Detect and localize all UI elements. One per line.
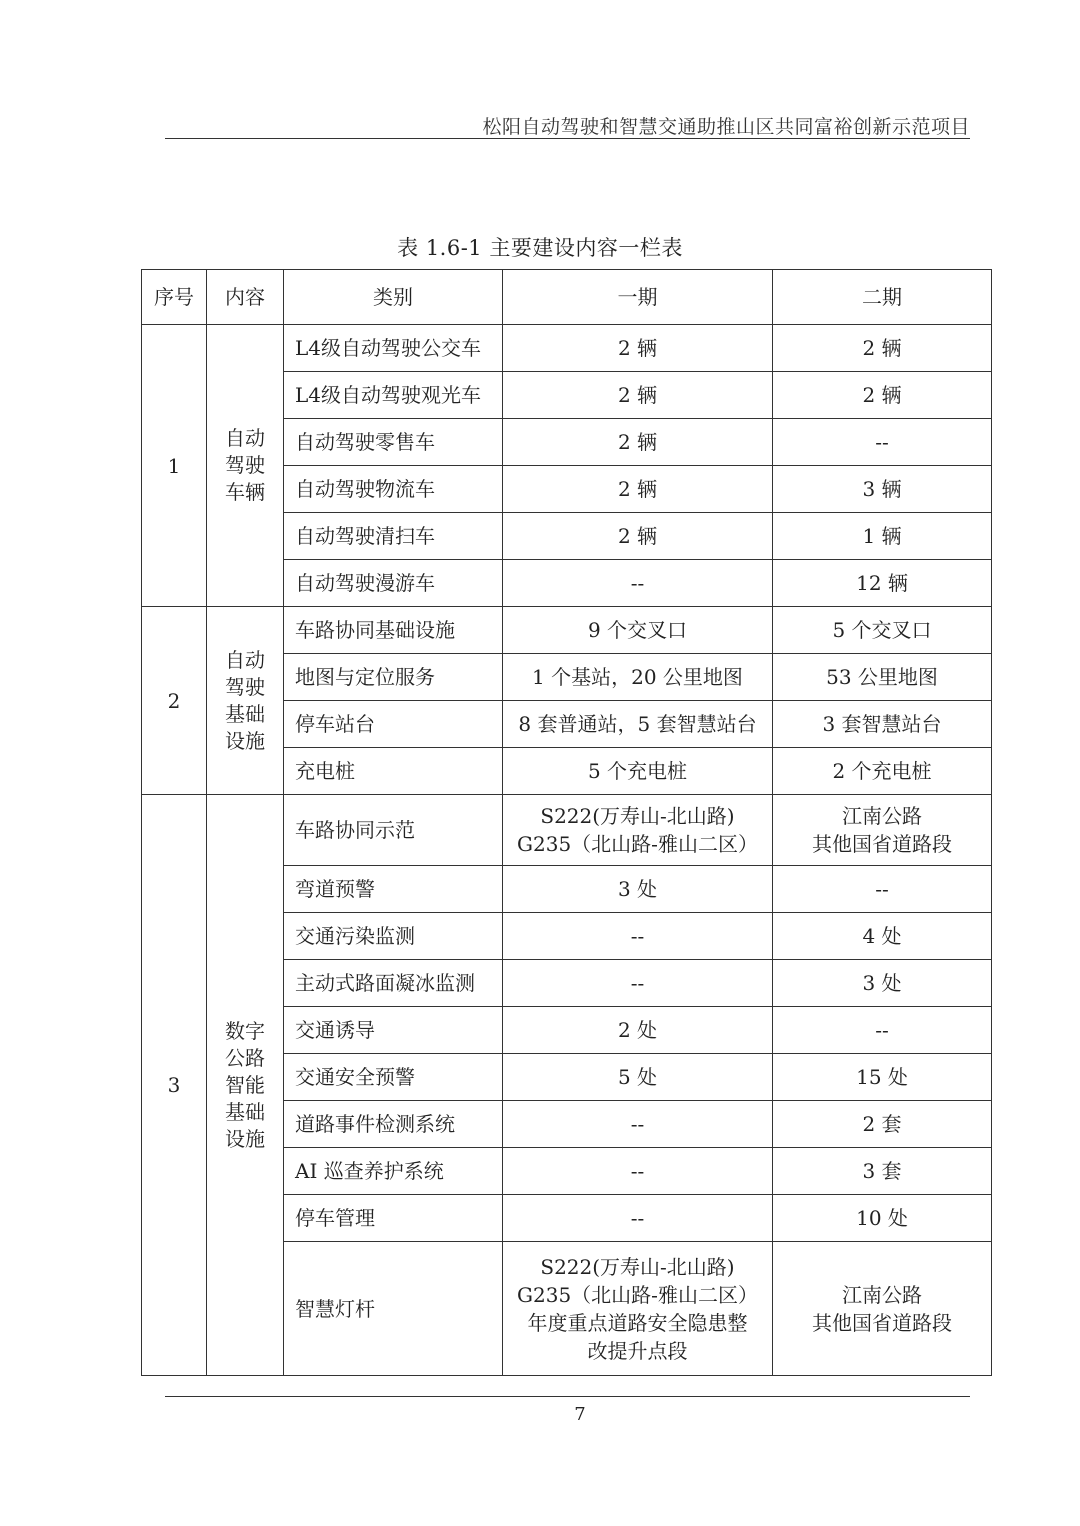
group-content-line: 基础 [225, 701, 265, 726]
category-cell: 车路协同示范 [284, 795, 503, 866]
phase1-cell: -- [503, 560, 773, 607]
phase1-cell: 2 辆 [503, 466, 773, 513]
phase2-cell: 15 处 [773, 1054, 992, 1101]
table-caption: 表 1.6-1 主要建设内容一栏表 [397, 236, 683, 260]
category-cell: 道路事件检测系统 [284, 1101, 503, 1148]
phase2-cell: 12 辆 [773, 560, 992, 607]
running-header: 松阳自动驾驶和智慧交通助推山区共同富裕创新示范项目 [482, 116, 970, 138]
phase2-cell [773, 795, 992, 866]
group-content-line: 智能 [225, 1072, 265, 1097]
column-header-category: 类别 [284, 270, 503, 325]
cell-line: S222(万寿山-北山路) [540, 804, 735, 828]
phase1-cell: 5 处 [503, 1054, 773, 1101]
cell-line: 其他国省道路段 [812, 1310, 952, 1335]
cell-line: 年度重点道路安全隐患整 [527, 1310, 748, 1335]
group-content-line: 设施 [225, 728, 265, 753]
phase2-cell: 2 套 [773, 1101, 992, 1148]
phase1-cell: 3 处 [503, 866, 773, 913]
group-number: 1 [142, 325, 207, 607]
phase2-cell: 3 套 [773, 1148, 992, 1195]
table-row [142, 607, 992, 654]
table-row [142, 325, 992, 372]
phase1-cell: -- [503, 960, 773, 1007]
group-number: 2 [142, 607, 207, 795]
group-content-line: 数字 [225, 1018, 265, 1043]
column-header-phase2: 二期 [773, 270, 992, 325]
phase2-cell: 1 辆 [773, 513, 992, 560]
category-cell: 交通污染监测 [284, 913, 503, 960]
category-cell: 智慧灯杆 [284, 1242, 503, 1376]
cell-line: S222(万寿山-北山路) [540, 1254, 735, 1279]
category-cell: AI 巡查养护系统 [284, 1148, 503, 1195]
phase2-cell: 4 处 [773, 913, 992, 960]
group-content [207, 325, 284, 607]
group-content-line: 自动 [225, 647, 265, 672]
cell-line: 其他国省道路段 [812, 832, 952, 856]
phase2-cell: 2 辆 [773, 372, 992, 419]
phase1-cell: 9 个交叉口 [503, 607, 773, 654]
phase1-cell: -- [503, 1195, 773, 1242]
category-cell: 停车站台 [284, 701, 503, 748]
phase2-cell: 10 处 [773, 1195, 992, 1242]
category-cell: L4级自动驾驶公交车 [284, 325, 503, 372]
phase1-cell: -- [503, 1101, 773, 1148]
phase1-cell: 2 辆 [503, 513, 773, 560]
phase2-cell: -- [773, 866, 992, 913]
group-content-line: 驾驶 [225, 674, 265, 699]
phase1-cell: 8 套普通站，5 套智慧站台 [503, 701, 773, 748]
phase1-cell: -- [503, 913, 773, 960]
phase2-cell: 2 辆 [773, 325, 992, 372]
column-header-no: 序号 [142, 270, 207, 325]
phase1-cell: -- [503, 1148, 773, 1195]
phase2-cell: -- [773, 1007, 992, 1054]
group-content-line: 公路 [225, 1045, 265, 1070]
phase1-cell [503, 1242, 773, 1376]
phase1-cell: 2 辆 [503, 419, 773, 466]
column-header-content: 内容 [207, 270, 284, 325]
category-cell: 自动驾驶清扫车 [284, 513, 503, 560]
construction-content-table [141, 269, 992, 1376]
group-content-line: 车辆 [225, 480, 265, 504]
category-cell: 地图与定位服务 [284, 654, 503, 701]
group-content [207, 607, 284, 795]
group-content-line: 基础 [225, 1099, 265, 1124]
cell-line: 江南公路 [842, 804, 922, 828]
header-divider [165, 138, 970, 139]
column-header-phase1: 一期 [503, 270, 773, 325]
phase1-cell [503, 795, 773, 866]
phase2-cell: 2 个充电桩 [773, 748, 992, 795]
group-content-line: 自动 [225, 426, 265, 450]
category-cell: 自动驾驶物流车 [284, 466, 503, 513]
footer-divider [165, 1396, 970, 1397]
category-cell: 自动驾驶漫游车 [284, 560, 503, 607]
group-content-line: 设施 [225, 1126, 265, 1151]
table-row [142, 795, 992, 866]
phase2-cell: 5 个交叉口 [773, 607, 992, 654]
table-header-row [142, 270, 992, 325]
cell-line: 江南公路 [842, 1282, 922, 1307]
cell-line: G235（北山路-雅山二区） [517, 832, 758, 856]
phase2-cell: 3 辆 [773, 466, 992, 513]
group-content [207, 795, 284, 1376]
phase1-cell: 2 辆 [503, 372, 773, 419]
phase1-cell: 1 个基站，20 公里地图 [503, 654, 773, 701]
phase2-cell: 3 处 [773, 960, 992, 1007]
category-cell: 交通诱导 [284, 1007, 503, 1054]
cell-line: G235（北山路-雅山二区） [517, 1282, 758, 1307]
group-content-line: 驾驶 [225, 453, 265, 477]
group-number: 3 [142, 795, 207, 1376]
category-cell: L4级自动驾驶观光车 [284, 372, 503, 419]
category-cell: 停车管理 [284, 1195, 503, 1242]
page-number: 7 [574, 1404, 586, 1425]
phase2-cell: 3 套智慧站台 [773, 701, 992, 748]
category-cell: 主动式路面凝冰监测 [284, 960, 503, 1007]
category-cell: 车路协同基础设施 [284, 607, 503, 654]
phase2-cell: -- [773, 419, 992, 466]
category-cell: 弯道预警 [284, 866, 503, 913]
phase1-cell: 5 个充电桩 [503, 748, 773, 795]
phase1-cell: 2 处 [503, 1007, 773, 1054]
phase1-cell: 2 辆 [503, 325, 773, 372]
category-cell: 交通安全预警 [284, 1054, 503, 1101]
cell-line: 改提升点段 [587, 1338, 688, 1363]
category-cell: 充电桩 [284, 748, 503, 795]
phase2-cell [773, 1242, 992, 1376]
phase2-cell: 53 公里地图 [773, 654, 992, 701]
category-cell: 自动驾驶零售车 [284, 419, 503, 466]
